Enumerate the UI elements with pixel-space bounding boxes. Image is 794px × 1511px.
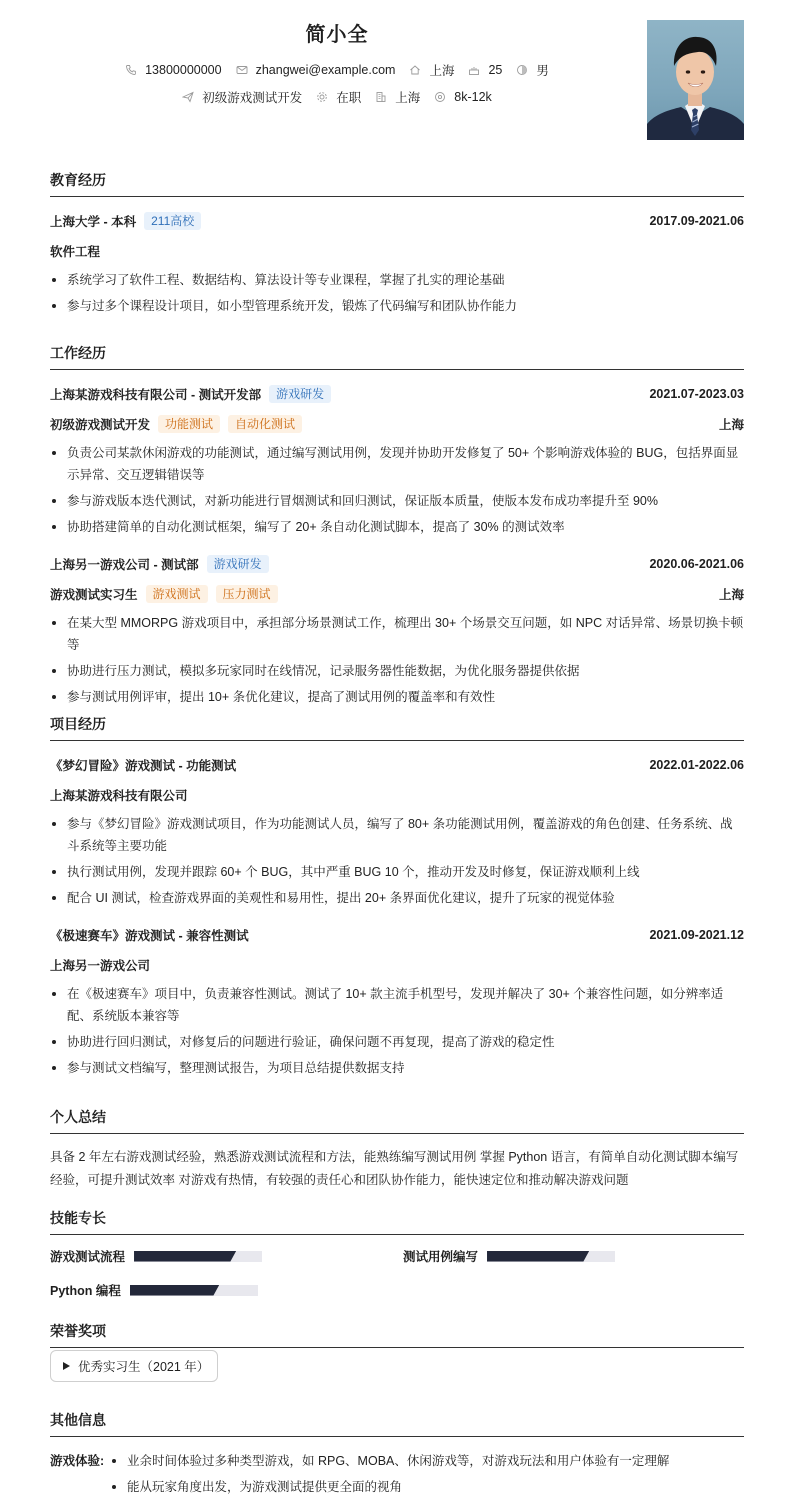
job-intent-row (50, 88, 624, 106)
role-name: 初级游戏测试开发 (50, 418, 151, 432)
project-name: 《梦幻冒险》游戏测试 - 功能测试 (50, 759, 237, 773)
school-tag: 211高校 (144, 212, 201, 230)
job-date: 2020.06-2021.06 (649, 557, 744, 571)
gear-icon (316, 91, 328, 103)
project-company-row (50, 785, 744, 805)
summary-section (50, 1107, 744, 1192)
education-header-row (50, 211, 744, 231)
skills-section (50, 1208, 744, 1298)
role-row (50, 414, 744, 434)
skill-bar (130, 1285, 258, 1296)
phone-icon (125, 64, 137, 76)
major-row (50, 241, 744, 261)
list-item: 系统学习了软件工程、数据结构、算法设计等专业课程，掌握了扎实的理论基础 (50, 269, 744, 291)
section-title: 荣誉奖项 (50, 1321, 744, 1348)
list-item: 参与测试用例评审，提出 10+ 条优化建议，提高了测试用例的覆盖率和有效性 (50, 686, 744, 708)
gender-icon (516, 64, 528, 76)
job-header-row (50, 384, 744, 404)
major-name: 软件工程 (50, 245, 101, 259)
project-bullets (50, 813, 744, 909)
list-item: 参与游戏版本迭代测试，对新功能进行冒烟测试和回归测试，保证版本质量，使版本发布成功率提升至 90% (50, 490, 744, 512)
email-item (236, 63, 396, 77)
project-company: 上海某游戏科技有限公司 (50, 789, 188, 803)
phone-item (125, 63, 221, 77)
candidate-name: 简小全 (305, 24, 369, 46)
skill-bar-fill (130, 1285, 220, 1296)
award-toggle[interactable] (50, 1350, 218, 1382)
role-row (50, 584, 744, 604)
section-title: 其他信息 (50, 1410, 744, 1437)
send-icon (182, 91, 194, 103)
age-text: 25 (488, 63, 503, 77)
section-title: 技能专长 (50, 1208, 744, 1235)
target-city-item (375, 88, 420, 106)
role-tag: 游戏测试 (146, 585, 208, 603)
status-item (316, 88, 361, 106)
company-name: 上海某游戏科技有限公司 - 测试开发部 (50, 388, 262, 402)
skill-name: Python 编程 (50, 1284, 121, 1298)
other-row (50, 1450, 744, 1498)
other-section (50, 1410, 744, 1498)
project-header-row (50, 925, 744, 945)
company-tag: 游戏研发 (269, 385, 331, 403)
project-company-row (50, 955, 744, 975)
phone-text: 13800000000 (145, 63, 222, 77)
project-name: 《极速赛车》游戏测试 - 兼容性测试 (50, 929, 249, 943)
building-icon (375, 91, 387, 103)
job-bullets (50, 442, 744, 538)
list-item: 协助进行压力测试，模拟多玩家同时在线情况，记录服务器性能数据，为优化服务器提供依据 (50, 660, 744, 682)
list-item: 参与测试文档编写，整理测试报告，为项目总结提供数据支持 (50, 1057, 744, 1079)
list-item: 能从玩家角度出发，为游戏测试提供更全面的视角 (110, 1476, 669, 1498)
section-title: 个人总结 (50, 1107, 744, 1134)
skill-bar-fill (487, 1251, 589, 1262)
section-title: 工作经历 (50, 343, 744, 370)
skill-bar (487, 1251, 615, 1262)
company-name: 上海另一游戏公司 - 测试部 (50, 558, 199, 572)
gender-item (516, 61, 549, 79)
home-icon (409, 64, 421, 76)
resume-page (50, 0, 744, 1494)
list-item: 参与《梦幻冒险》游戏测试项目，作为功能测试人员，编写了 80+ 条功能测试用例，覆盖游戏的角色创建、任务系统、战斗系统等主要功能 (50, 813, 744, 857)
coin-icon (434, 91, 446, 103)
salary-item (434, 90, 492, 104)
list-item: 参与过多个课程设计项目，如小型管理系统开发，锻炼了代码编写和团队协作能力 (50, 295, 744, 317)
caret-right-icon (63, 1362, 70, 1370)
role-tag: 自动化测试 (228, 415, 302, 433)
project-header-row (50, 755, 744, 775)
list-item: 协助进行回归测试，对修复后的问题进行验证，确保问题不再复现，提高了游戏的稳定性 (50, 1031, 744, 1053)
contact-row (50, 61, 624, 79)
email-text: zhangwei@example.com (255, 63, 396, 77)
job-location: 上海 (718, 588, 744, 602)
summary-text: 具备 2 年左右游戏测试经验，熟悉游戏测试流程和方法，能熟练编写测试用例 掌握 Python 语言，有简单自动化测试脚本编写经验，可提升测试效率 对游戏有热情，有较强的责任心和团队协作能力，能快速定位和推动解决游戏问题 (50, 1150, 739, 1187)
education-date: 2017.09-2021.06 (649, 214, 744, 228)
skill-name: 测试用例编写 (403, 1250, 479, 1264)
school-name: 上海大学 - 本科 (50, 215, 137, 229)
skill-item (50, 1281, 258, 1299)
age-item (468, 63, 502, 77)
resume-header (50, 0, 744, 145)
position-text: 初级游戏测试开发 (202, 91, 303, 105)
list-item: 在《极速赛车》项目中，负责兼容性测试。测试了 10+ 款主流手机型号，发现并解决了 30+ 个兼容性问题，如分辨率适配、系统版本兼容等 (50, 983, 744, 1027)
list-item: 配合 UI 测试，检查游戏界面的美观性和易用性，提出 20+ 条界面优化建议，提升了玩家的视觉体验 (50, 887, 744, 909)
section-title: 项目经历 (50, 714, 744, 741)
list-item: 业余时间体验过多种类型游戏，如 RPG、MOBA、休闲游戏等，对游戏玩法和用户体验有一定理解 (110, 1450, 669, 1472)
role-tag: 压力测试 (216, 585, 278, 603)
list-item: 负责公司某款休闲游戏的功能测试，通过编写测试用例，发现并协助开发修复了 50+ 个影响游戏体验的 BUG，包括界面显示异常、交互逻辑错误等 (50, 442, 744, 486)
company-tag: 游戏研发 (207, 555, 269, 573)
portrait-image (647, 20, 744, 140)
education-bullets (50, 269, 744, 317)
section-title: 教育经历 (50, 170, 744, 197)
job-bullets (50, 612, 744, 708)
profile-photo (647, 20, 744, 140)
city-item (409, 61, 454, 79)
skill-item (403, 1247, 615, 1265)
city-text: 上海 (429, 64, 455, 78)
role-name: 游戏测试实习生 (50, 588, 138, 602)
project-date: 2022.01-2022.06 (649, 758, 744, 772)
project-bullets (50, 983, 744, 1079)
cake-icon (468, 64, 480, 76)
work-section (50, 343, 744, 708)
list-item: 协助搭建简单的自动化测试框架，编写了 20+ 条自动化测试脚本，提高了 30% 的测试效率 (50, 516, 744, 538)
position-item (182, 88, 302, 106)
job-date: 2021.07-2023.03 (649, 387, 744, 401)
other-label: 游戏体验: (50, 1454, 105, 1468)
education-section (50, 170, 744, 317)
list-item: 执行测试用例，发现并跟踪 60+ 个 BUG，其中严重 BUG 10 个，推动开发及时修复，保证游戏顺利上线 (50, 861, 744, 883)
gender-text: 男 (536, 64, 549, 78)
role-tag: 功能测试 (158, 415, 220, 433)
award-text: 优秀实习生（2021 年） (78, 1360, 210, 1374)
projects-section (50, 714, 744, 1079)
skill-bar-fill (134, 1251, 236, 1262)
awards-section (50, 1321, 744, 1385)
mail-icon (236, 64, 248, 76)
other-bullets (110, 1450, 669, 1498)
status-text: 在职 (336, 91, 362, 105)
skill-item (50, 1247, 262, 1265)
salary-text: 8k-12k (454, 90, 492, 104)
project-company: 上海另一游戏公司 (50, 959, 151, 973)
job-header-row (50, 554, 744, 574)
skill-bar (134, 1251, 262, 1262)
job-location: 上海 (718, 418, 744, 432)
project-date: 2021.09-2021.12 (649, 928, 744, 942)
list-item: 在某大型 MMORPG 游戏项目中，承担部分场景测试工作，梳理出 30+ 个场景交互问题，如 NPC 对话异常、场景切换卡顿等 (50, 612, 744, 656)
skill-name: 游戏测试流程 (50, 1250, 126, 1264)
target-city-text: 上海 (395, 91, 421, 105)
